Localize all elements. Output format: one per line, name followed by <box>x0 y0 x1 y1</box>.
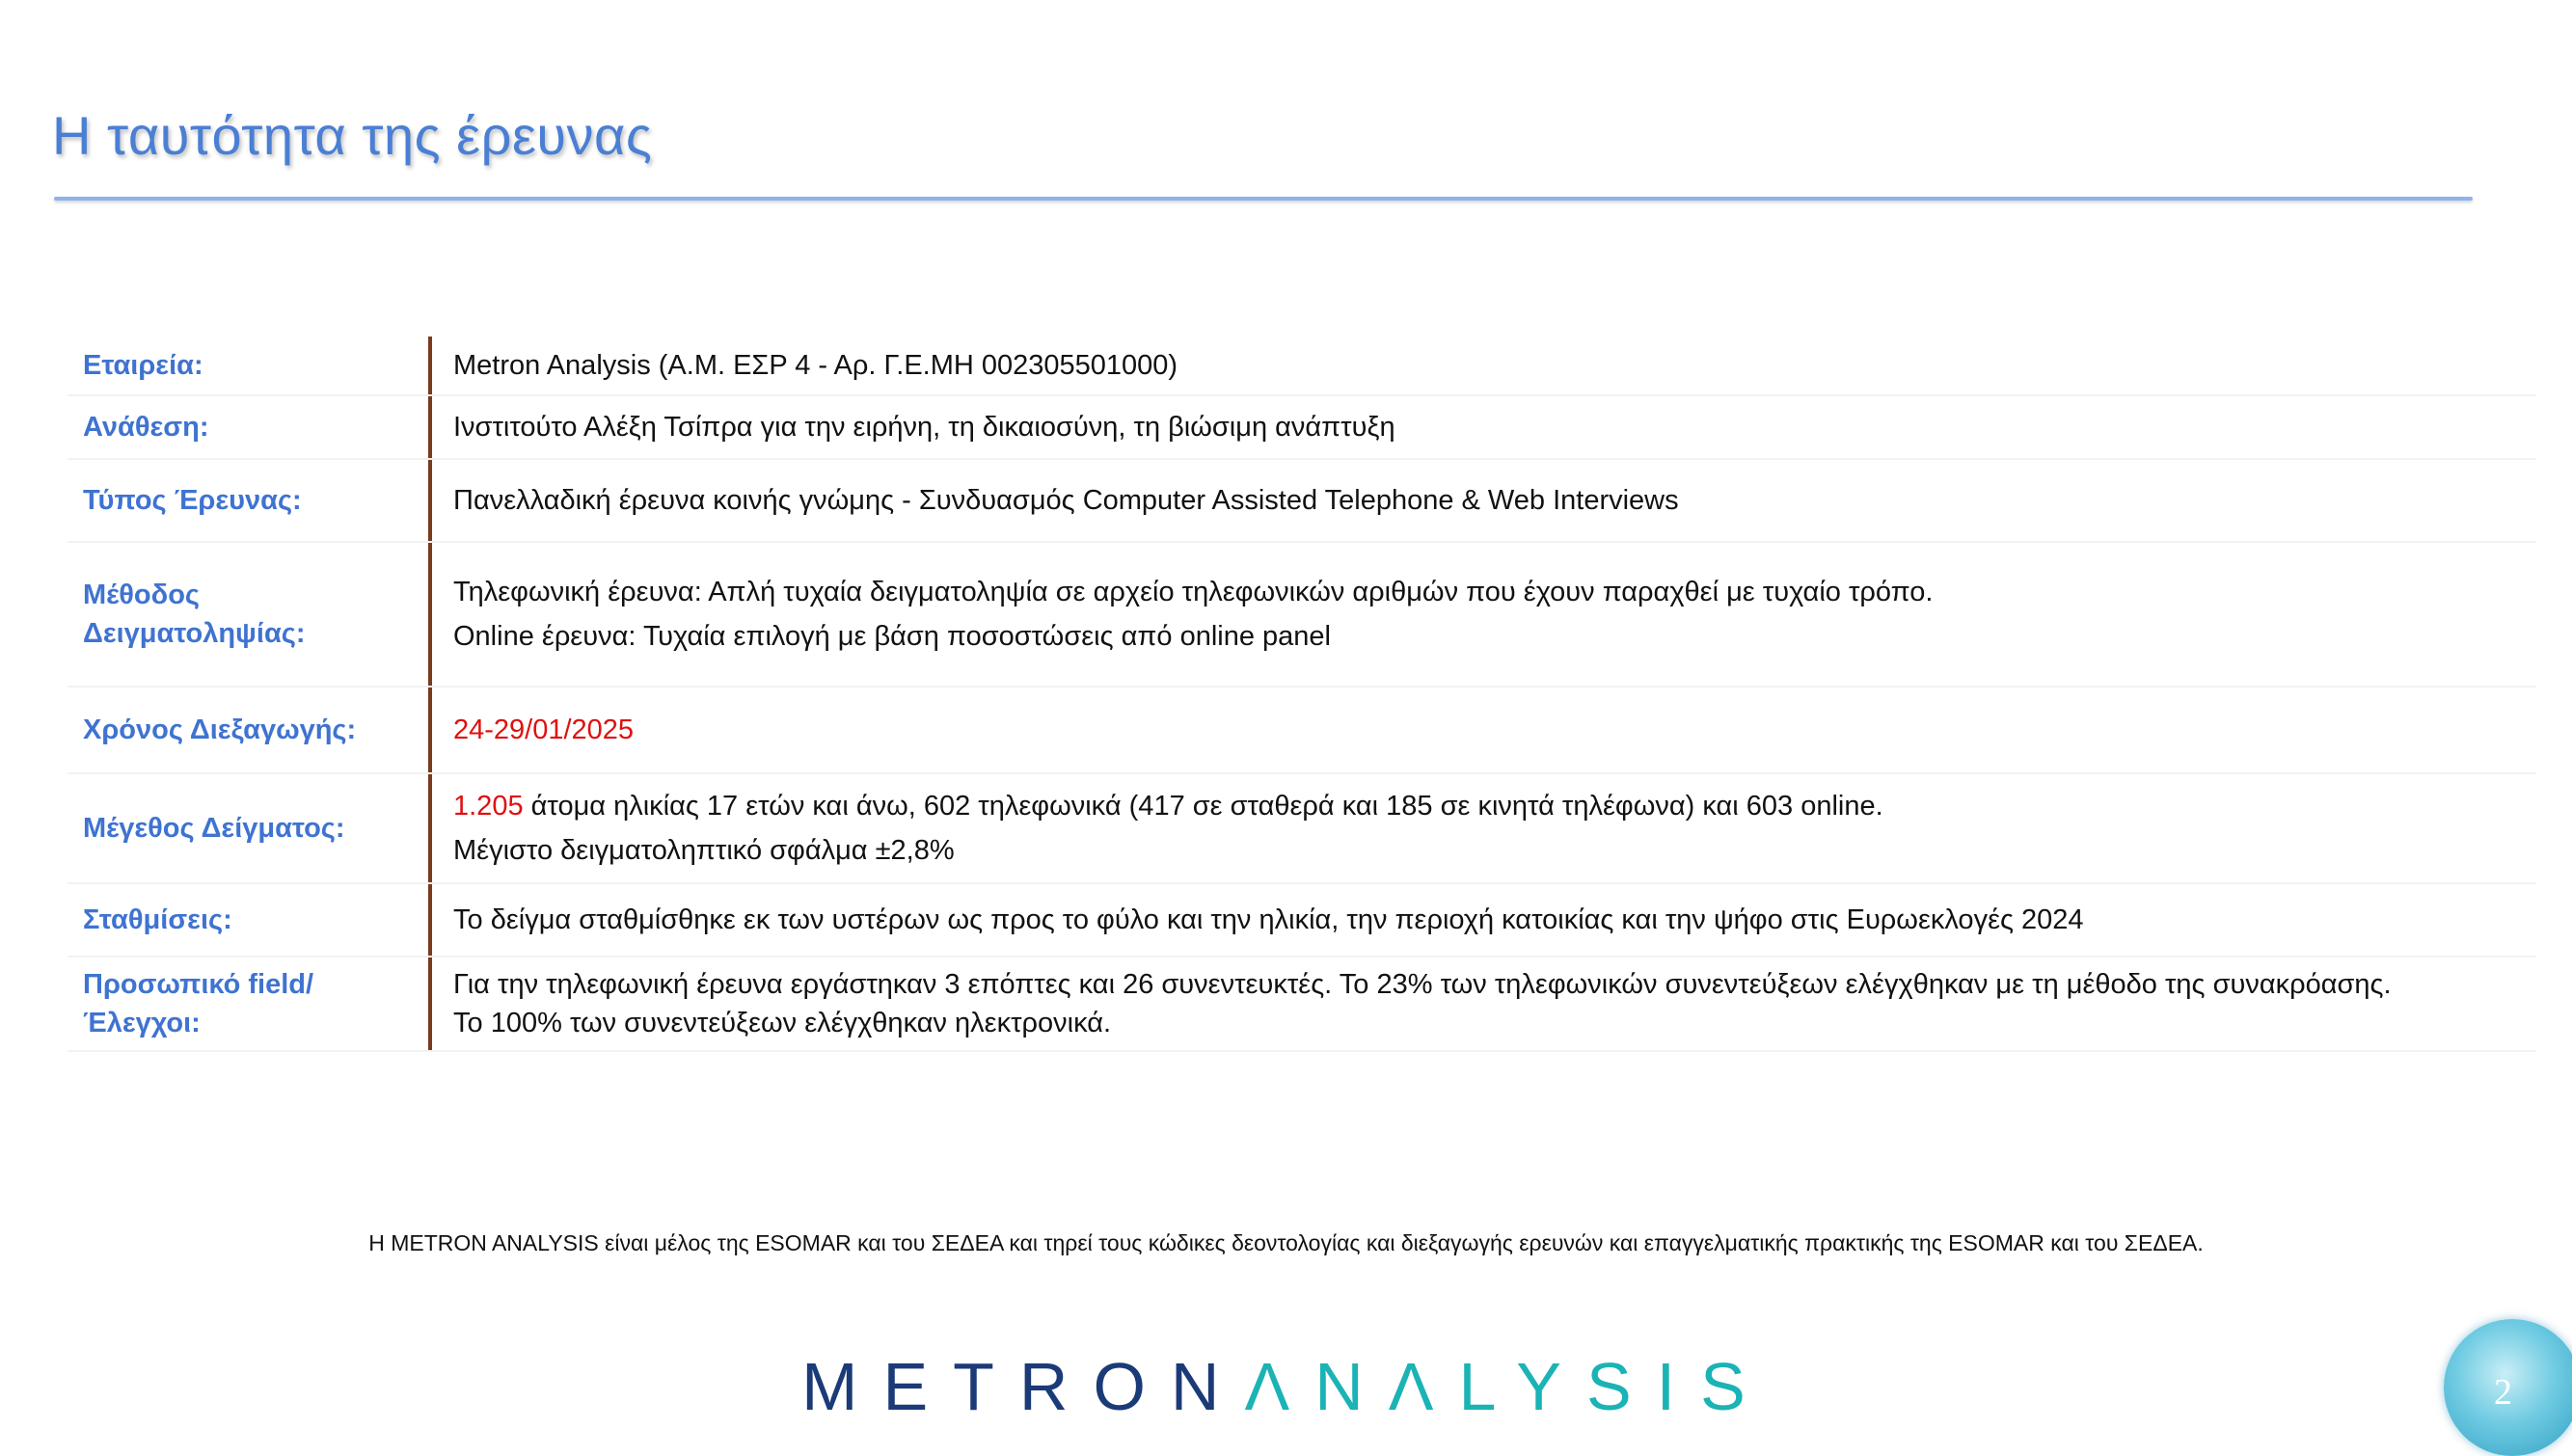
row-value <box>428 396 2536 458</box>
esomar-membership-note: Η METRON ANALYSIS είναι μέλος της ESOMAR και του ΣΕΔΕΑ και τηρεί τους κώδικες δεοντολογίας και διεξαγωγής ερευνών και επαγγελματικής πρακτικής της ESOMAR και του ΣΕΔΕΑ. <box>368 1230 2204 1255</box>
row-value <box>428 460 2536 541</box>
row-label: Ανάθεση: <box>83 412 209 443</box>
logo-word-metron: METRON <box>801 1349 1245 1424</box>
page-number: 2 <box>2494 1372 2512 1413</box>
row-label: Προσωπικό field/Έλεγχοι: <box>83 969 314 1038</box>
row-value-line: Μέγιστο δειγματοληπτικό σφάλμα ±2,8% <box>453 835 955 866</box>
sample-size-number: 1.205 <box>453 791 524 822</box>
row-value <box>428 543 2536 686</box>
survey-identity-table <box>68 337 2536 1052</box>
row-label: Μέγεθος Δείγματος: <box>83 813 345 844</box>
table-row-weighting <box>68 884 2536 957</box>
row-label: Χρόνος Διεξαγωγής: <box>83 715 357 745</box>
table-row-sampling-method <box>68 543 2536 688</box>
table-row-field-staff <box>68 957 2536 1052</box>
title-underline <box>54 197 2473 201</box>
row-label: Μέθοδος Δειγματοληψίας: <box>83 580 306 649</box>
row-label: Εταιρεία: <box>83 350 203 381</box>
metron-analysis-logo <box>0 1348 2572 1425</box>
row-value-line <box>453 784 2536 828</box>
row-value <box>428 957 2536 1050</box>
row-value <box>428 774 2536 882</box>
row-value-line: Ινστιτούτο Αλέξη Τσίπρα για την ειρήνη, τη δικαιοσύνη, τη βιώσιμη ανάπτυξη <box>453 412 1395 443</box>
row-value-line: Τηλεφωνική έρευνα: Απλή τυχαία δειγματοληψία σε αρχείο τηλεφωνικών αριθμών που έχουν παραχθεί με τυχαίο τρόπο. <box>453 577 1934 607</box>
row-value-line: Πανελλαδική έρευνα κοινής γνώμης - Συνδυασμός Computer Assisted Telephone & Web Interviews <box>453 485 1679 516</box>
row-value <box>428 688 2536 772</box>
row-value-line: Το δείγμα σταθμίσθηκε εκ των υστέρων ως προς το φύλο και την ηλικία, την περιοχή κατοικίας και την ψήφο στις Ευρωεκλογές 2024 <box>453 904 2084 935</box>
table-row-sample-size <box>68 774 2536 884</box>
table-row-survey-type <box>68 460 2536 543</box>
row-value-line: Για την τηλεφωνική έρευνα εργάστηκαν 3 επόπτες και 26 συνεντευκτές. Το 23% των τηλεφωνικών συνεντεύξεων ελέγχθηκαν με τη μέθοδο της συνακρόασης. <box>453 969 2392 1000</box>
row-label: Τύπος Έρευνας: <box>83 485 302 516</box>
row-label: Σταθμίσεις: <box>83 904 232 935</box>
table-row-commission <box>68 396 2536 460</box>
row-value-line: Metron Analysis (Α.Μ. ΕΣΡ 4 - Αρ. Γ.Ε.ΜΗ 002305501000) <box>453 350 1178 381</box>
sample-size-description: άτομα ηλικίας 17 ετών και άνω, 602 τηλεφωνικά (417 σε σταθερά και 185 σε κινητά τηλέφωνα) και 603 online. <box>523 791 1883 822</box>
fieldwork-date: 24-29/01/2025 <box>453 715 635 745</box>
row-value <box>428 884 2536 956</box>
row-value <box>428 337 2536 394</box>
table-row-company <box>68 337 2536 396</box>
row-value-line: Online έρευνα: Τυχαία επιλογή με βάση ποσοστώσεις από online panel <box>453 621 1332 652</box>
row-value-line: Το 100% των συνεντεύξεων ελέγχθηκαν ηλεκτρονικά. <box>453 1008 1112 1038</box>
table-row-fieldwork-dates <box>68 688 2536 774</box>
page-title: Η ταυτότητα της έρευνας <box>52 105 653 166</box>
logo-word-analysis: ΛNΛLYSIS <box>1244 1349 1771 1424</box>
